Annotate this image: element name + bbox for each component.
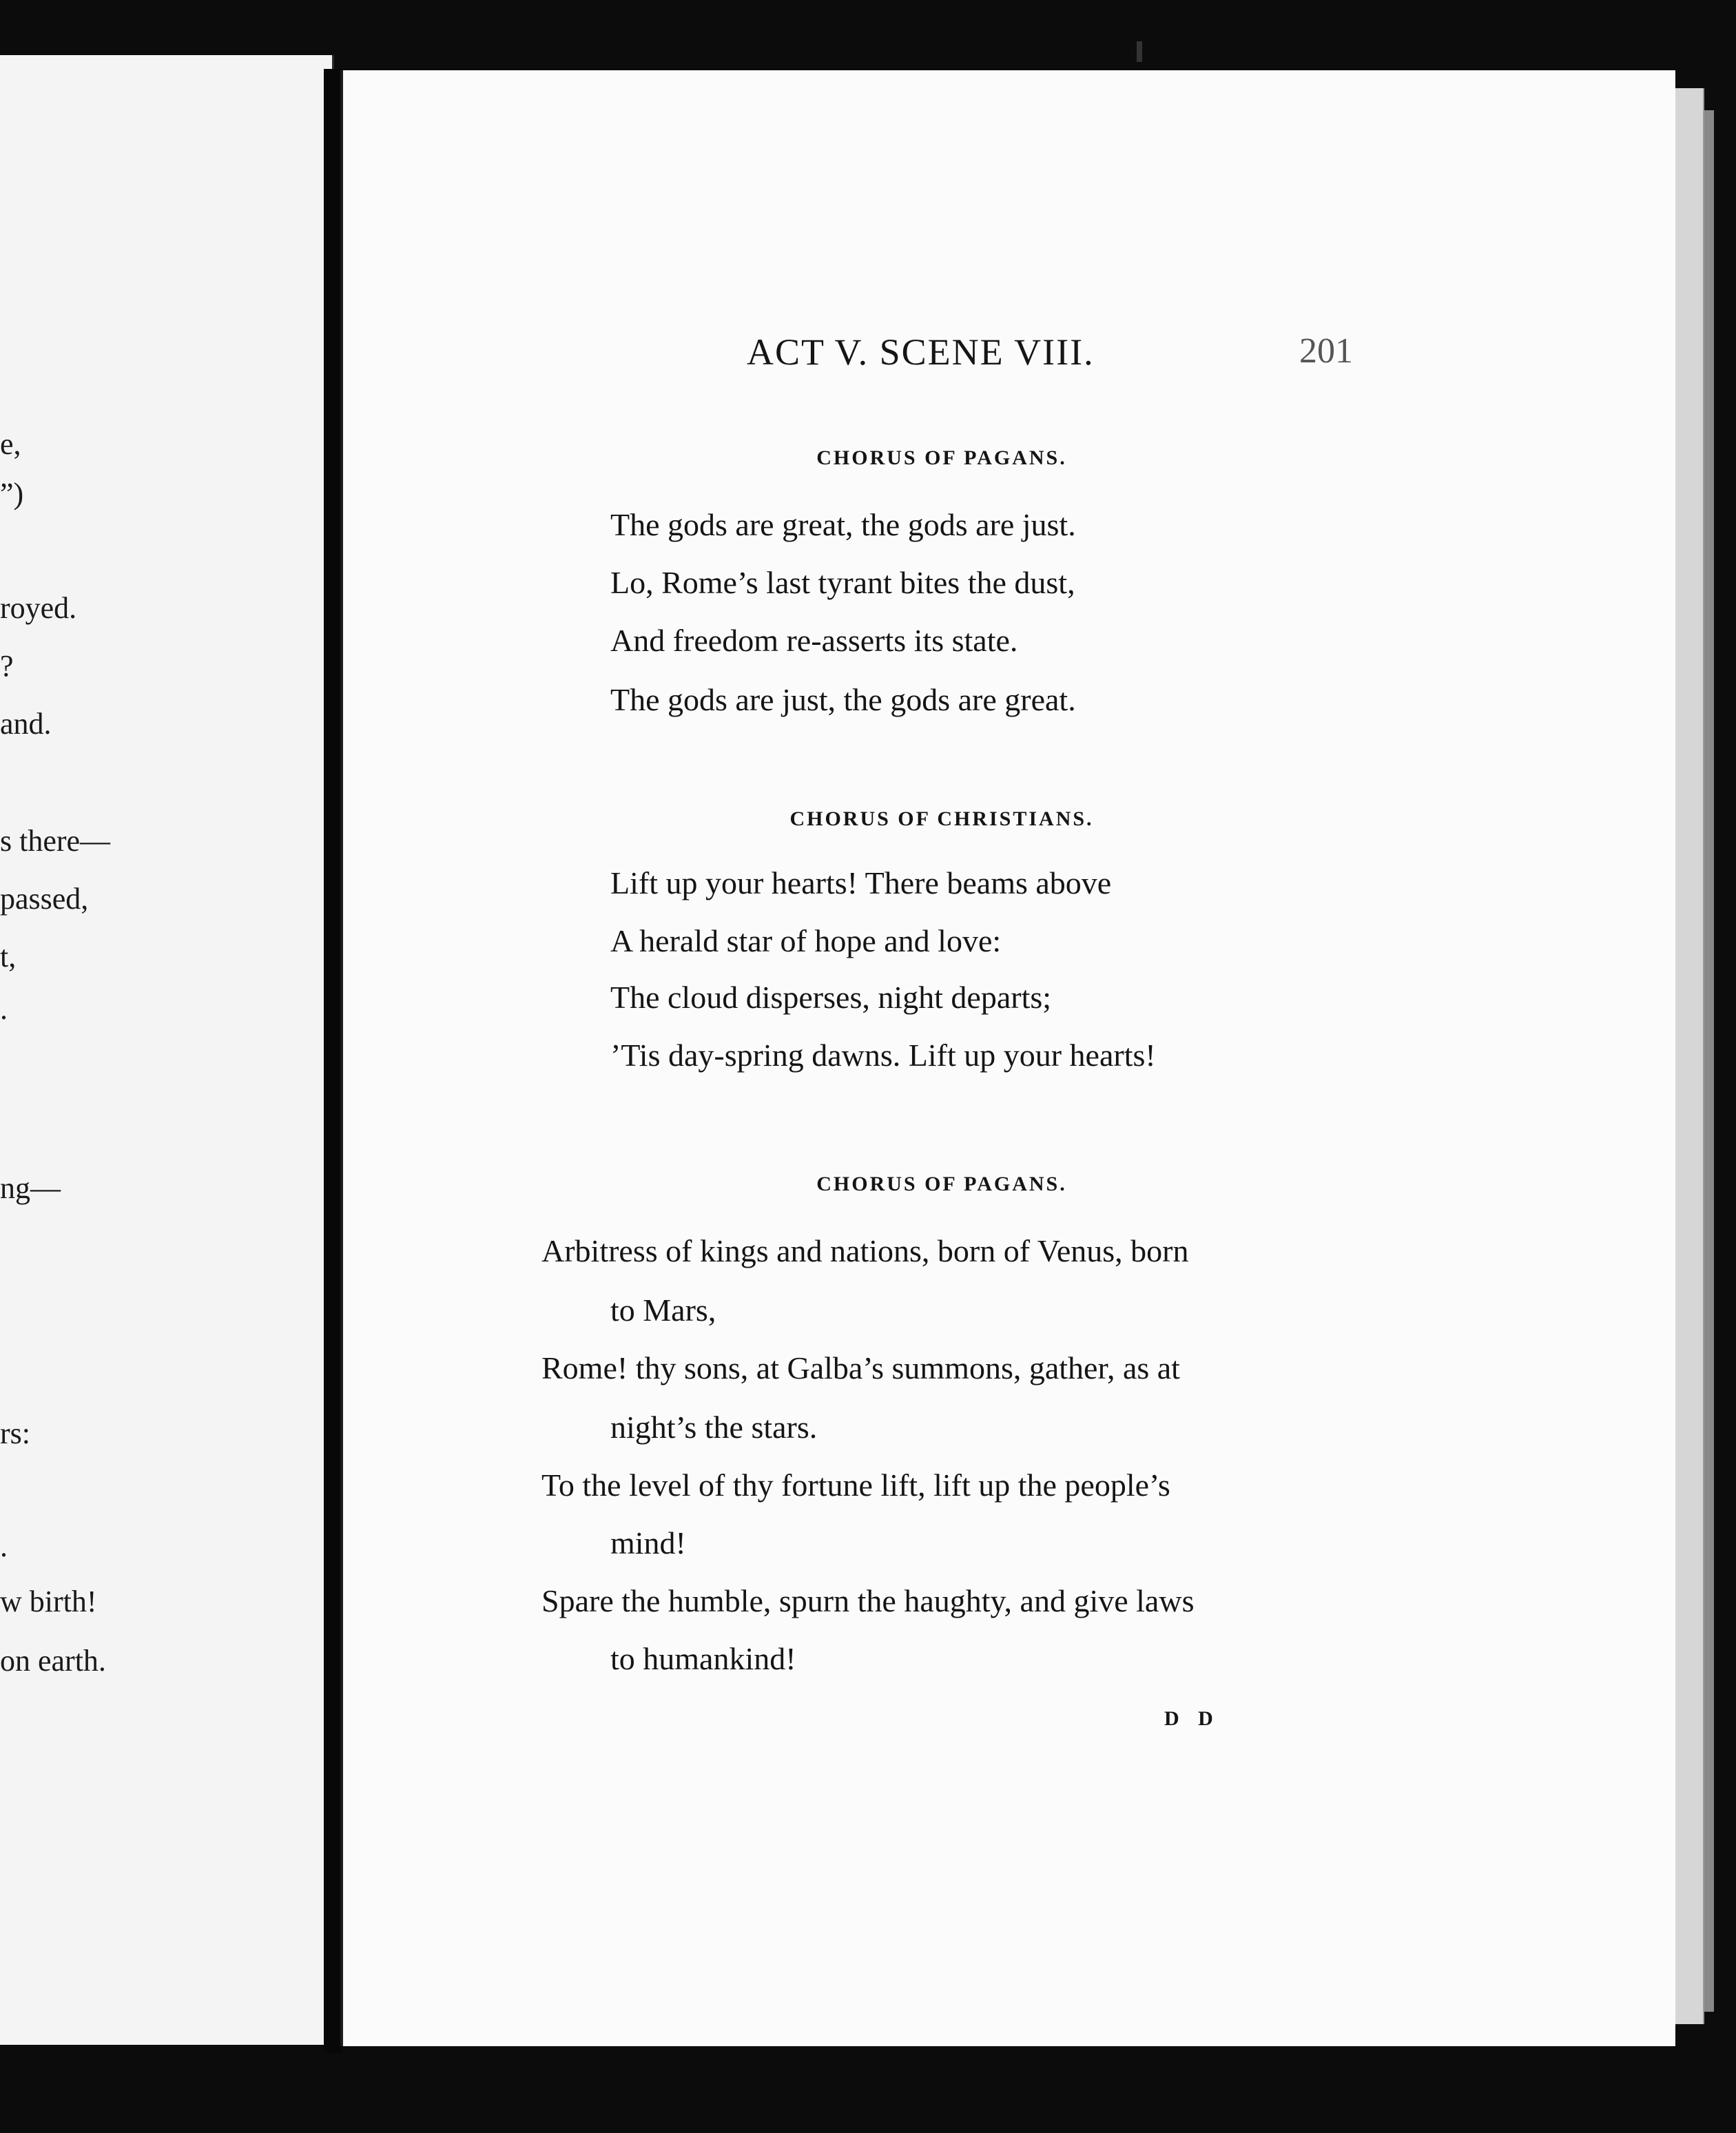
verse-line-continuation: mind! — [610, 1525, 686, 1560]
left-page-fragment: w birth! — [0, 1585, 97, 1618]
verse-line-continuation: to Mars, — [610, 1292, 716, 1328]
left-page-fragment: e, — [0, 427, 21, 461]
verse-line: To the level of thy fortune lift, lift up the people’s — [541, 1467, 1170, 1503]
left-page-fragment: and. — [0, 707, 52, 741]
left-page-fragment: on earth. — [0, 1644, 106, 1678]
left-page-fragment: . — [0, 1529, 8, 1563]
left-page-fragment: ng— — [0, 1171, 61, 1205]
verse-line: The gods are just, the gods are great. — [610, 682, 1076, 717]
verse-line: The cloud disperses, night departs; — [610, 980, 1052, 1015]
left-page — [0, 55, 334, 2045]
signature-mark: D D — [1164, 1707, 1220, 1730]
verse-line: And freedom re-asserts its state. — [610, 623, 1018, 658]
verse-line: The gods are great, the gods are just. — [610, 507, 1076, 542]
page-edge — [1704, 110, 1714, 2012]
left-page-fragment: ”) — [0, 477, 24, 511]
left-page-fragment: rs: — [0, 1416, 30, 1450]
chorus-heading: CHORUS OF PAGANS. — [816, 446, 1067, 469]
verse-line: A herald star of hope and love: — [610, 923, 1002, 958]
left-page-fragment: . — [0, 992, 8, 1026]
left-page-fragment: ? — [0, 649, 14, 683]
left-page-fragment: passed, — [0, 882, 89, 916]
left-page-fragment: t, — [0, 940, 17, 973]
page-number: 201 — [1299, 331, 1353, 371]
book-gutter — [324, 69, 342, 2053]
verse-line-continuation: night’s the stars. — [610, 1410, 818, 1445]
verse-line: Spare the humble, spurn the haughty, and give laws — [541, 1583, 1195, 1618]
verse-line: Lift up your hearts! There beams above — [610, 865, 1112, 900]
page-edge — [1673, 88, 1704, 2024]
verse-line: Arbitress of kings and nations, born of Venus, born — [541, 1233, 1189, 1268]
left-page-fragment: s there— — [0, 824, 111, 858]
scan-artifact — [1137, 41, 1142, 62]
verse-line: Rome! thy sons, at Galba’s summons, gather, as at — [541, 1350, 1180, 1385]
verse-line-continuation: to humankind! — [610, 1641, 796, 1676]
left-page-fragment: royed. — [0, 591, 77, 625]
verse-line: Lo, Rome’s last tyrant bites the dust, — [610, 565, 1075, 600]
chorus-heading: CHORUS OF CHRISTIANS. — [789, 807, 1094, 830]
running-head: ACT V. SCENE VIII. — [747, 331, 1095, 373]
chorus-heading: CHORUS OF PAGANS. — [816, 1173, 1067, 1195]
verse-line: ’Tis day-spring dawns. Lift up your hearts! — [610, 1038, 1156, 1073]
